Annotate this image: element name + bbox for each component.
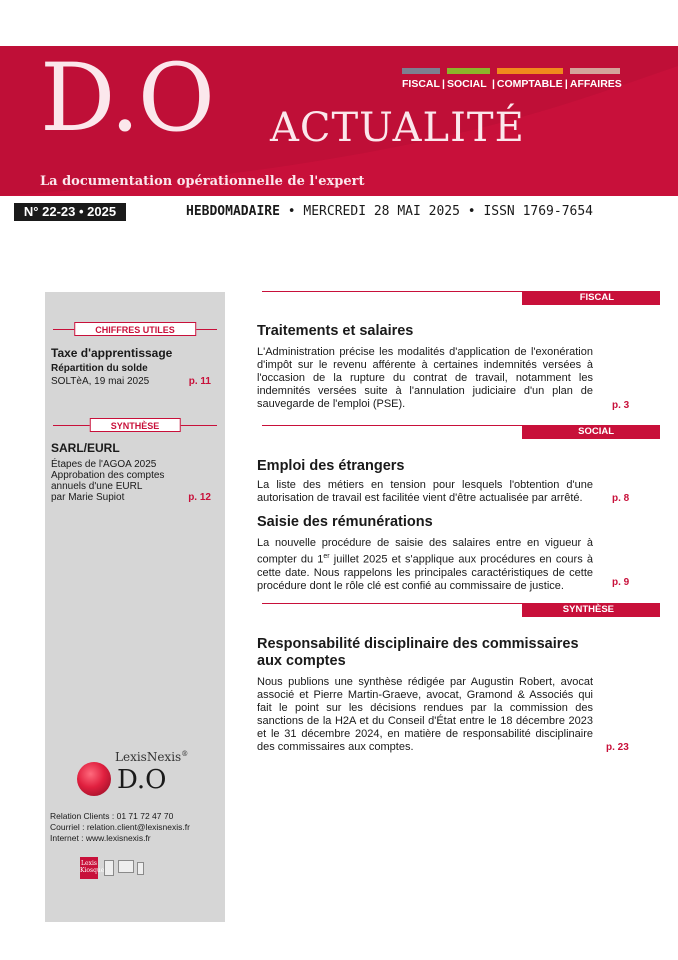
issue-issn: ISSN 1769-7654 xyxy=(483,204,594,219)
section-fiscal-label: FISCAL xyxy=(402,78,440,90)
article-body-sup: er xyxy=(323,553,330,560)
section-affaires-label: AFFAIRES xyxy=(569,78,622,90)
issue-meta xyxy=(186,203,593,221)
article-body xyxy=(257,537,593,593)
section-fiscal[interactable] xyxy=(402,68,440,90)
lexisnexis-globe-icon xyxy=(77,762,111,796)
issue-bullet: • xyxy=(287,204,296,219)
section-separator: | xyxy=(564,78,568,90)
sidebar-item-subtitle: Répartition du solde xyxy=(51,363,148,374)
sidebar-heading-label: SYNTHÈSE xyxy=(90,418,181,432)
article-title[interactable] xyxy=(257,636,579,670)
section-separator: | xyxy=(442,78,445,90)
lexisnexis-wordmark xyxy=(115,750,188,764)
section-social[interactable] xyxy=(447,68,490,90)
section-tab-fiscal: FISCAL xyxy=(522,291,660,305)
sidebar-item-line: SOLTèA, 19 mai 2025 xyxy=(51,376,150,387)
sidebar-item-line: Approbation des comptes xyxy=(51,470,165,481)
phone-icon xyxy=(137,862,144,875)
section-affaires[interactable] xyxy=(570,68,622,90)
contact-phone: Relation Clients : 01 71 72 47 70 xyxy=(50,811,174,821)
article-body-part: La nouvelle procédure de saisie des salaires entre en vigueur à compter du 1 xyxy=(257,537,593,566)
sidebar-heading-label: CHIFFRES UTILES xyxy=(74,322,196,336)
sidebar-item-page[interactable]: p. 12 xyxy=(188,492,211,503)
article-body-part: juillet 2025 et s'applique aux procédures en cours à cette date. Nous rappelons les principales caractéristiques de cette procédure dont le rôle clé est confié au commissaire de justice. xyxy=(257,553,593,592)
article-title-line: Responsabilité disciplinaire des commissaires xyxy=(257,636,579,652)
section-comptable[interactable] xyxy=(497,68,563,90)
section-tab-synthese: SYNTHÈSE xyxy=(522,603,660,617)
contact-email[interactable]: Courriel : relation.client@lexisnexis.fr xyxy=(50,822,190,832)
section-nav xyxy=(402,68,622,90)
sidebar-heading-synthese xyxy=(53,418,217,432)
tablet-icon xyxy=(104,860,114,876)
brand-actualite: ACTUALITÉ xyxy=(270,105,525,151)
section-social-bar xyxy=(447,68,490,74)
article-body: L'Administration précise les modalités d'application de l'exonération d'impôt sur le revenu afférente à certaines indemnités versées à l'occasion de la rupture du contrat de travail, notamment les indemnités versées suite à l'annulation judiciaire d'un plan de sauvegarde de l'emploi (PSE). xyxy=(257,346,593,410)
sidebar-item-title[interactable]: SARL/EURL xyxy=(51,441,120,455)
section-comptable-bar xyxy=(497,68,563,74)
section-tab-social: SOCIAL xyxy=(522,425,660,439)
lexisnexis-logo xyxy=(77,750,195,798)
sidebar-item-title[interactable]: Taxe d'apprentissage xyxy=(51,346,173,360)
section-social-label: SOCIAL xyxy=(446,78,487,90)
article-body: La liste des métiers en tension pour lesquels l'obtention d'une autorisation de travail est facilitée vient d'être actualisée par arrêté. xyxy=(257,479,593,504)
issue-number: N° 22-23 • 2025 xyxy=(14,203,126,221)
article-title[interactable]: Emploi des étrangers xyxy=(257,458,405,474)
sidebar-item-line: annuels d'une EURL xyxy=(51,481,143,492)
sidebar-heading-chiffres xyxy=(53,322,217,336)
article-page[interactable]: p. 3 xyxy=(612,400,630,411)
article-page[interactable]: p. 8 xyxy=(612,493,630,504)
section-separator: | xyxy=(491,78,495,90)
section-comptable-label: COMPTABLE xyxy=(496,78,563,90)
tagline: La documentation opérationnelle de l'expert xyxy=(40,174,365,189)
issue-frequency: HEBDOMADAIRE xyxy=(186,204,280,219)
section-fiscal-bar xyxy=(402,68,440,74)
logo-registered: ® xyxy=(181,750,189,758)
article-body: Nous publions une synthèse rédigée par Augustin Robert, avocat associé et Pierre Martin-Graeve, avocat, Gramond & Associés qui fait le point sur les décisions rendues par la commission des sanctions de la H2A et du Conseil d'État entre le 18 décembre 2023 et le 31 décembre 2024, en matière de responsabilité disciplinaire des commissaires aux comptes. xyxy=(257,676,593,753)
contact-website[interactable]: Internet : www.lexisnexis.fr xyxy=(50,833,151,843)
article-page[interactable]: p. 9 xyxy=(612,577,630,588)
logo-publisher: LexisNexis xyxy=(115,750,182,764)
sidebar-item-line: par Marie Supiot xyxy=(51,492,125,503)
sidebar-item-line: Étapes de l'AGOA 2025 xyxy=(51,459,157,470)
brand-logo-do: D.O xyxy=(40,44,213,153)
logo-do: D.O xyxy=(117,765,167,795)
section-affaires-bar xyxy=(570,68,620,74)
sidebar-item-page[interactable]: p. 11 xyxy=(188,376,211,387)
article-title[interactable]: Traitements et salaires xyxy=(257,323,414,339)
article-title-line: aux comptes xyxy=(257,653,346,669)
lexis-kiosque-icon[interactable]: Lexis Kiosque xyxy=(80,857,98,879)
issue-date: MERCREDI 28 MAI 2025 xyxy=(303,204,460,219)
article-title[interactable]: Saisie des rémunérations xyxy=(257,514,433,530)
laptop-icon xyxy=(118,860,134,873)
article-page[interactable]: p. 23 xyxy=(606,742,629,753)
issue-bullet: • xyxy=(467,204,476,219)
